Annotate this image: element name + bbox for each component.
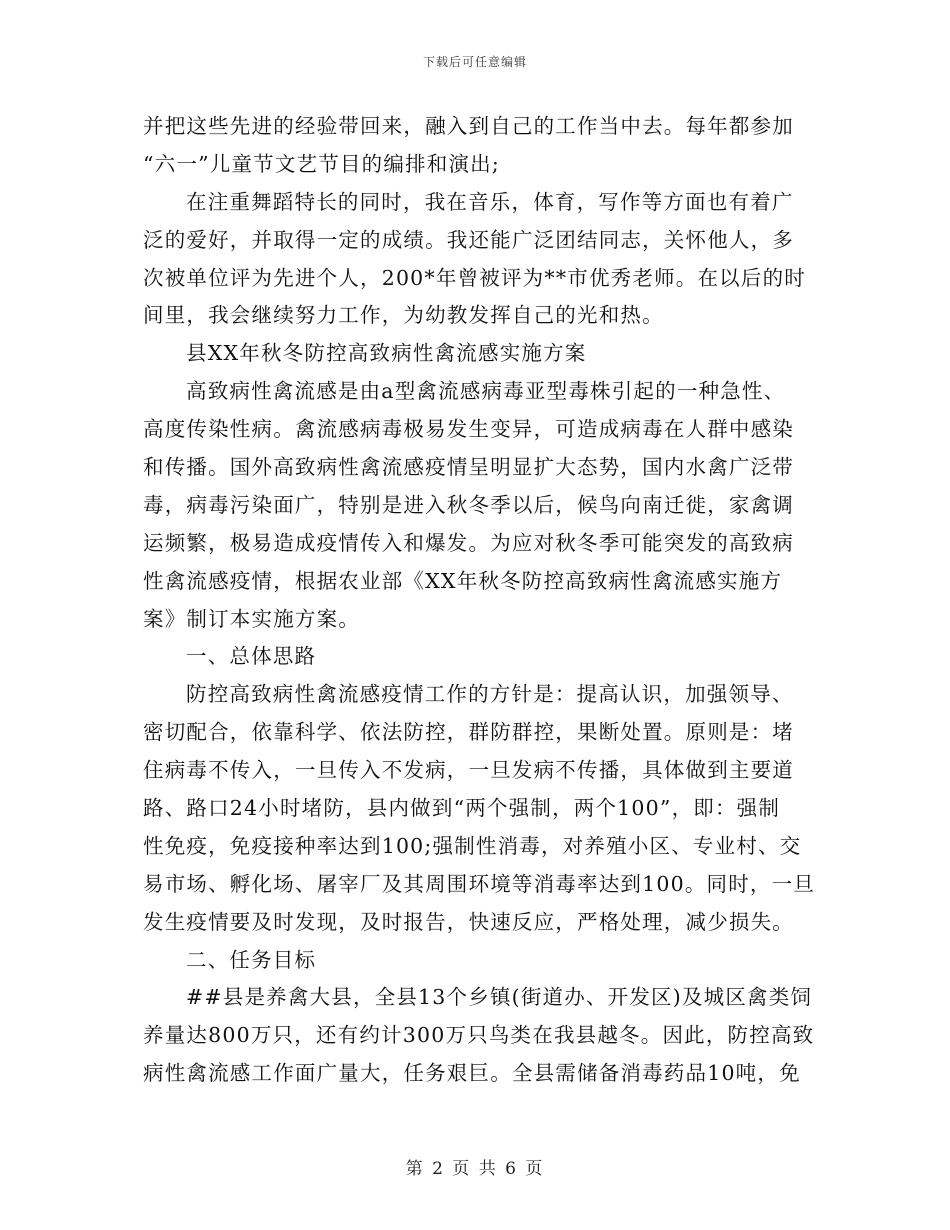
text-line: 案》制订本实施方案。 <box>143 606 360 631</box>
text-line: 运频繁，极易造成疫情传入和爆发。为应对秋冬季可能突发的高致病 <box>143 530 794 555</box>
text-line: 性免疫，免疫接种率达到100;强制性消毒，对养殖小区、专业村、交 <box>143 833 802 858</box>
text-line: 高度传染性病。禽流感病毒极易发生变异，可造成病毒在人群中感染 <box>143 417 794 442</box>
text-line: 性禽流感疫情，根据农业部《XX年秋冬防控高致病性禽流感实施方 <box>143 568 783 593</box>
paragraph-start: ##县是养禽大县，全县13个乡镇(街道办、开发区)及城区禽类饲 <box>186 985 813 1010</box>
section-title: 县XX年秋冬防控高致病性禽流感实施方案 <box>186 341 587 366</box>
text-line: 住病毒不传入，一旦传入不发病，一旦发病不传播，具体做到主要道 <box>143 758 794 783</box>
text-line: 路、路口24小时堵防，县内做到“两个强制，两个100”，即：强制 <box>143 796 781 821</box>
text-line: 泛的爱好，并取得一定的成绩。我还能广泛团结同志，关怀他人，多 <box>143 227 794 252</box>
text-line: 易市场、孵化场、屠宰厂及其周围环境等消毒率达到100。同时，一旦 <box>143 871 816 896</box>
text-line: 间里，我会继续努力工作，为幼教发挥自己的光和热。 <box>143 303 664 328</box>
page-header: 下载后可任意编辑 <box>422 55 527 69</box>
paragraph-start: 在注重舞蹈特长的同时，我在音乐，体育，写作等方面也有着广 <box>186 189 794 214</box>
heading-overall-approach: 一、总体思路 <box>186 644 317 669</box>
paragraph-start: 高致病性禽流感是由a型禽流感病毒亚型毒株引起的一种急性、 <box>186 379 786 404</box>
text-line: 发生疫情要及时发现，及时报告，快速反应，严格处理，减少损失。 <box>143 909 794 934</box>
text-line: 和传播。国外高致病性禽流感疫情呈明显扩大态势，国内水禽广泛带 <box>143 455 794 480</box>
text-line: 并把这些先进的经验带回来，融入到自己的工作当中去。每年都参加 <box>143 114 794 138</box>
text-line: “六一”儿童节文艺节目的编排和演出; <box>143 151 500 176</box>
document-body <box>143 108 816 1093</box>
text-line: 密切配合，依靠科学、依法防控，群防群控，果断处置。原则是：堵 <box>143 720 794 745</box>
text-line: 毒，病毒污染面广，特别是进入秋冬季以后，候鸟向南迁徙，家禽调 <box>143 492 794 517</box>
page-number-footer: 第 2 页 共 6 页 <box>405 1159 545 1179</box>
text-line: 病性禽流感工作面广量大，任务艰巨。全县需储备消毒药品10吨，免 <box>143 1061 801 1086</box>
text-line: 养量达800万只，还有约计300万只鸟类在我县越冬。因此，防控高致 <box>143 1023 815 1048</box>
paragraph-start: 防控高致病性禽流感疫情工作的方针是：提高认识，加强领导、 <box>186 682 794 707</box>
text-line: 次被单位评为先进个人，200*年曾被评为**市优秀老师。在以后的时 <box>143 265 806 290</box>
heading-task-goals: 二、任务目标 <box>186 947 317 972</box>
